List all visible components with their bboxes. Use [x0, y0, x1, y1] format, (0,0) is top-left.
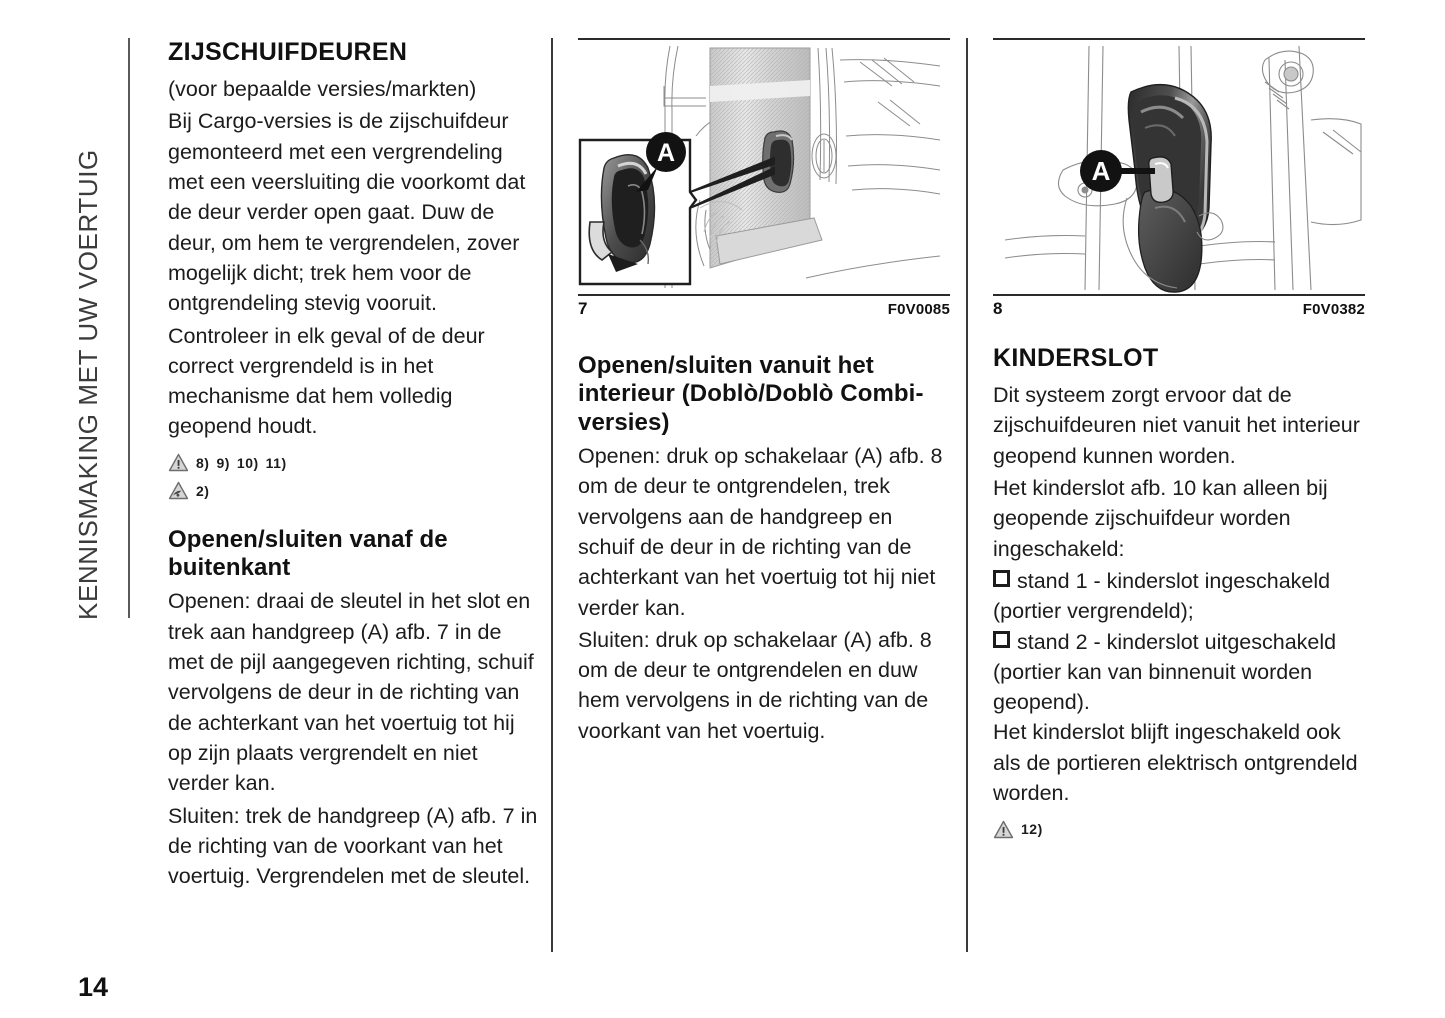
paragraph-sluiten-buitenkant: Sluiten: trek de handgreep (A) afb. 7 in de richting van de voorkant van het voertuig. Vergrendelen met de sleutel.	[168, 803, 538, 889]
environment-triangle-icon	[168, 481, 189, 500]
figure-8-callout-label: A	[1091, 156, 1111, 186]
section-heading-zijschuifdeuren: ZIJSCHUIFDEUREN	[168, 38, 408, 66]
column-1	[168, 38, 540, 894]
paragraph-kinderslot-intro: Dit systeem zorgt ervoor dat de zijschuifdeuren niet vanuit het interieur geopend kunnen worden.	[993, 383, 1360, 468]
note-refs-environment: 2)	[196, 482, 210, 499]
warning-triangle-icon	[168, 453, 189, 472]
list-item-stand-2-text: stand 2 - kinderslot uitgeschakeld (portier kan van binnenuit worden geopend).	[993, 629, 1337, 715]
paragraph-kinderslot-activatie: Het kinderslot afb. 10 kan alleen bij geopende zijschuifdeur worden ingeschakeld:	[993, 475, 1328, 561]
figure-7-code: F0V0085	[887, 301, 950, 318]
note-row-warning-12	[993, 818, 1365, 840]
figure-8	[993, 38, 1365, 319]
section-heading-kinderslot: KINDERSLOT	[993, 344, 1159, 372]
page-number: 14	[78, 972, 109, 1002]
figure-7-number: 7	[578, 299, 588, 318]
subheading-openen-sluiten-buitenkant: Openen/sluiten vanaf de buitenkant	[168, 525, 448, 582]
figure-8-illustration	[993, 40, 1365, 294]
figure-8-code: F0V0382	[1302, 301, 1365, 318]
figure-7-frame	[578, 38, 950, 296]
figure-8-bottom-rule	[993, 294, 1365, 296]
column-divider-2	[966, 38, 968, 952]
figure-7-caption	[578, 299, 950, 319]
paragraph-openen-buitenkant: Openen: draai de sleutel in het slot en trek aan handgreep (A) afb. 7 in de met de pijl aangegeven richting, schuif vervolgens de deur in de richting van de achterkant van het voertuig tot hij op zijn plaats vergrendelt en niet verder kan.	[168, 589, 534, 796]
paragraph-sluiten-interieur: Sluiten: druk op schakelaar (A) afb. 8 om de deur te ontgrendelen en duw hem vervolgens in de richting van de voorkant van het voertuig.	[578, 627, 932, 743]
note-refs-warning: 8) 9) 10) 11)	[196, 454, 287, 471]
list-item-stand-2	[993, 627, 1365, 718]
paragraph-versions: (voor bepaalde versies/markten)	[168, 77, 477, 101]
column-divider-1	[551, 38, 553, 952]
figure-8-caption	[993, 299, 1365, 319]
note-list-column-1	[168, 452, 540, 502]
figure-8-number: 8	[993, 299, 1003, 318]
subheading-openen-sluiten-interieur: Openen/sluiten vanuit het interieur (Doblò/Doblò Combi-versies)	[578, 352, 924, 436]
figure-7-callout-label: A	[656, 139, 676, 167]
figure-8-frame	[993, 38, 1365, 296]
column-2	[578, 352, 950, 748]
figure-7	[578, 38, 950, 319]
list-item-stand-1-text: stand 1 - kinderslot ingeschakeld (portier vergrendeld);	[993, 568, 1331, 624]
warning-triangle-icon	[993, 820, 1014, 839]
figure-7-bottom-rule	[578, 294, 950, 296]
note-list-column-3	[993, 818, 1365, 840]
square-bullet-icon	[993, 570, 1010, 587]
list-item-stand-1	[993, 566, 1365, 627]
figure-7-illustration	[578, 40, 950, 294]
note-row-warning	[168, 452, 540, 474]
note-row-environment	[168, 480, 540, 502]
paragraph-kinderslot-blijft: Het kinderslot blijft ingeschakeld ook als de portieren elektrisch ontgrendeld worden.	[993, 720, 1358, 806]
column-3	[993, 344, 1365, 846]
side-tab-divider	[128, 38, 130, 618]
paragraph-check-lock: Controleer in elk geval of de deur correct vergrendeld is in het mechanisme dat hem volledig geopend houdt.	[168, 323, 485, 439]
side-tab	[56, 36, 120, 620]
paragraph-cargo-lock: Bij Cargo-versies is de zijschuifdeur gemonteerd met een vergrendeling met een veersluiting die voorkomt dat de deur verder open gaat. Duw de deur, om hem te vergrendelen, zover mogelijk dicht; trek hem voor de ontgrendeling stevig vooruit.	[168, 109, 526, 316]
note-refs-warning-12: 12)	[1021, 821, 1043, 838]
square-bullet-icon	[993, 631, 1010, 648]
side-tab-label: KENNISMAKING MET UW VOERTUIG	[73, 149, 103, 620]
paragraph-openen-interieur: Openen: druk op schakelaar (A) afb. 8 om de deur te ontgrendelen, trek vervolgens aan de handgreep en schuif de deur in de richting van de achterkant van het voertuig tot hij niet verder kan.	[578, 443, 943, 620]
